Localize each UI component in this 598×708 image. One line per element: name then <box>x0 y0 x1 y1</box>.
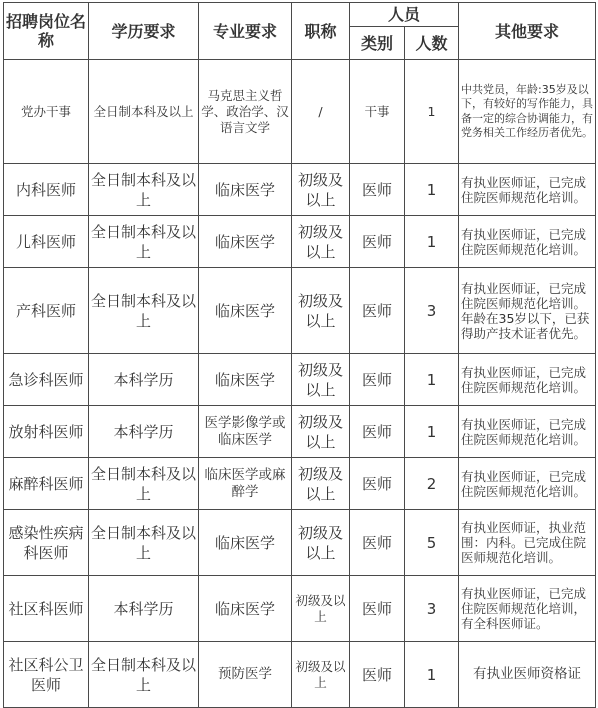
cell-education: 全日制本科及以上 <box>89 510 199 576</box>
cell-position: 产科医师 <box>4 268 89 354</box>
cell-title: 初级及以上 <box>292 354 350 406</box>
cell-education: 全日制本科及以上 <box>89 458 199 510</box>
cell-position: 感染性疾病科医师 <box>4 510 89 576</box>
cell-title: 初级及以上 <box>292 268 350 354</box>
cell-title: 初级及以上 <box>292 216 350 268</box>
cell-education: 全日制本科及以上 <box>89 60 199 164</box>
cell-category: 医师 <box>350 354 405 406</box>
cell-education: 本科学历 <box>89 354 199 406</box>
cell-major: 临床医学 <box>199 354 292 406</box>
header-row-top <box>4 3 596 27</box>
cell-title: 初级及以上 <box>292 164 350 216</box>
cell-major: 预防医学 <box>199 642 292 708</box>
cell-major: 临床医学 <box>199 510 292 576</box>
cell-title: 初级及以上 <box>292 576 350 642</box>
cell-title: 初级及以上 <box>292 458 350 510</box>
cell-category: 干事 <box>350 60 405 164</box>
cell-category: 医师 <box>350 576 405 642</box>
cell-position: 放射科医师 <box>4 406 89 458</box>
cell-major: 马克思主义哲学、政治学、汉语言文学 <box>199 60 292 164</box>
cell-position: 麻醉科医师 <box>4 458 89 510</box>
table-row <box>4 458 596 510</box>
cell-category: 医师 <box>350 642 405 708</box>
cell-category: 医师 <box>350 268 405 354</box>
header-count: 人数 <box>405 27 459 60</box>
cell-title: 初级及以上 <box>292 510 350 576</box>
cell-education: 全日制本科及以上 <box>89 268 199 354</box>
cell-education: 全日制本科及以上 <box>89 642 199 708</box>
cell-count: 5 <box>405 510 459 576</box>
cell-education: 全日制本科及以上 <box>89 164 199 216</box>
cell-education: 本科学历 <box>89 406 199 458</box>
cell-position: 社区科医师 <box>4 576 89 642</box>
header-position: 招聘岗位名称 <box>4 3 89 60</box>
table-row <box>4 642 596 708</box>
table-row <box>4 216 596 268</box>
cell-other: 有执业医师资格证 <box>459 642 596 708</box>
header-other: 其他要求 <box>459 3 596 60</box>
cell-count: 3 <box>405 268 459 354</box>
cell-category: 医师 <box>350 164 405 216</box>
cell-category: 医师 <box>350 406 405 458</box>
cell-title: 初级及以上 <box>292 642 350 708</box>
table-row <box>4 60 596 164</box>
cell-other: 有执业医师证，已完成住院医师规范化培训。 <box>459 354 596 406</box>
header-category: 类别 <box>350 27 405 60</box>
cell-count: 1 <box>405 164 459 216</box>
table-row <box>4 576 596 642</box>
recruitment-table <box>3 2 596 708</box>
cell-count: 1 <box>405 60 459 164</box>
cell-position: 急诊科医师 <box>4 354 89 406</box>
cell-other: 有执业医师证，已完成住院医师规范化培训。 <box>459 406 596 458</box>
header-personnel: 人员 <box>350 3 459 27</box>
cell-position: 儿科医师 <box>4 216 89 268</box>
cell-education: 本科学历 <box>89 576 199 642</box>
table-row <box>4 510 596 576</box>
cell-position: 社区科公卫医师 <box>4 642 89 708</box>
cell-category: 医师 <box>350 510 405 576</box>
cell-count: 1 <box>405 642 459 708</box>
cell-other: 有执业医师证，已完成住院医师规范化培训。年龄在35岁以下，已获得助产技术证者优先。 <box>459 268 596 354</box>
cell-title: / <box>292 60 350 164</box>
cell-count: 3 <box>405 576 459 642</box>
cell-other: 有执业医师证，已完成住院医师规范化培训。 <box>459 164 596 216</box>
cell-major: 临床医学或麻醉学 <box>199 458 292 510</box>
cell-count: 1 <box>405 354 459 406</box>
cell-other: 有执业医师证，已完成住院医师规范化培训，有全科医师证。 <box>459 576 596 642</box>
table-row <box>4 164 596 216</box>
cell-position: 党办干事 <box>4 60 89 164</box>
cell-major: 医学影像学或临床医学 <box>199 406 292 458</box>
cell-major: 临床医学 <box>199 164 292 216</box>
cell-category: 医师 <box>350 216 405 268</box>
cell-count: 2 <box>405 458 459 510</box>
cell-major: 临床医学 <box>199 216 292 268</box>
cell-education: 全日制本科及以上 <box>89 216 199 268</box>
header-major: 专业要求 <box>199 3 292 60</box>
cell-count: 1 <box>405 216 459 268</box>
header-title: 职称 <box>292 3 350 60</box>
cell-other: 有执业医师证，已完成住院医师规范化培训。 <box>459 216 596 268</box>
cell-other: 中共党员，年龄:35岁及以下，有较好的写作能力，具备一定的综合协调能力，有党务相关工作经历者优先。 <box>459 60 596 164</box>
cell-category: 医师 <box>350 458 405 510</box>
cell-major: 临床医学 <box>199 268 292 354</box>
table-row <box>4 268 596 354</box>
cell-position: 内科医师 <box>4 164 89 216</box>
table-row <box>4 354 596 406</box>
cell-major: 临床医学 <box>199 576 292 642</box>
cell-other: 有执业医师证，执业范围：内科。已完成住院医师规范化培训。 <box>459 510 596 576</box>
cell-title: 初级及以上 <box>292 406 350 458</box>
table-row <box>4 406 596 458</box>
cell-count: 1 <box>405 406 459 458</box>
cell-other: 有执业医师证，已完成住院医师规范化培训。 <box>459 458 596 510</box>
header-education: 学历要求 <box>89 3 199 60</box>
